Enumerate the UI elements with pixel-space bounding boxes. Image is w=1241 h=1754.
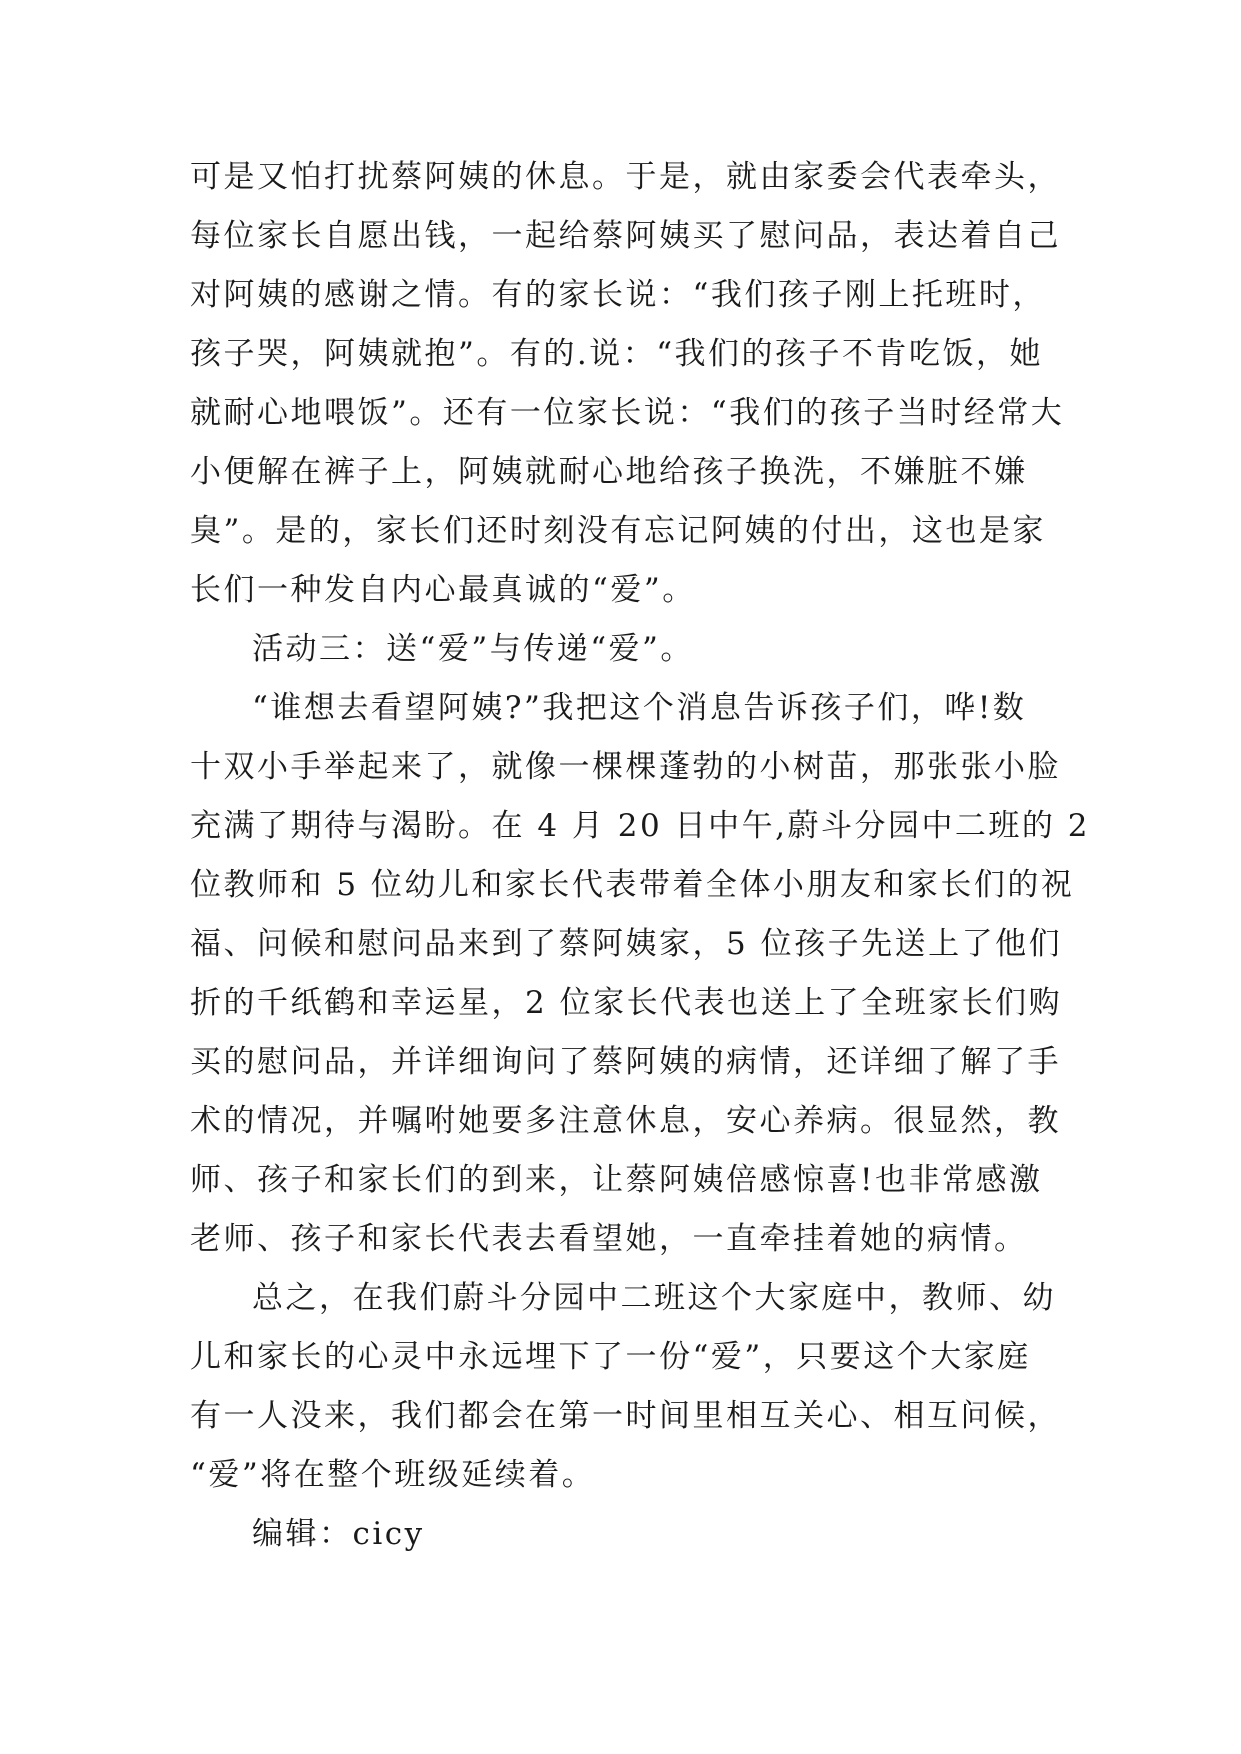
paragraph-line: 就耐心地喂饭”。还有一位家长说：“我们的孩子当时经常大	[190, 395, 1065, 431]
paragraph-line: 十双小手举起来了，就像一棵棵蓬勃的小树苗，那张张小脸	[190, 749, 1061, 785]
paragraph-line: 长们一种发自内心最真诚的“爱”。	[190, 572, 696, 608]
paragraph-line: 术的情况，并嘱咐她要多注意休息，安心养病。很显然，教	[190, 1103, 1061, 1139]
paragraph-line: 充满了期待与渴盼。在 4 月 20 日中午,蔚斗分园中二班的 2	[190, 808, 1091, 844]
paragraph-line: 儿和家长的心灵中永远埋下了一份“爱”，只要这个大家庭	[190, 1339, 1031, 1375]
paragraph-line: “谁想去看望阿姨?”我把这个消息告诉孩子们，哗!数	[252, 690, 1027, 726]
paragraph-line: 对阿姨的感谢之情。有的家长说：“我们孩子刚上托班时，	[190, 277, 1046, 313]
paragraph-line: 臭”。是的，家长们还时刻没有忘记阿姨的付出，这也是家	[190, 513, 1046, 549]
paragraph-line: 老师、孩子和家长代表去看望她，一直牵挂着她的病情。	[190, 1221, 1028, 1257]
paragraph-line: 小便解在裤子上，阿姨就耐心地给孩子换洗，不嫌脏不嫌	[190, 454, 1028, 490]
paragraph-line: 折的千纸鹤和幸运星，2 位家长代表也送上了全班家长们购	[190, 985, 1063, 1021]
editor-credit: 编辑：cicy	[252, 1516, 425, 1552]
paragraph-line: 孩子哭，阿姨就抱”。有的.说：“我们的孩子不肯吃饭，她	[190, 336, 1044, 372]
paragraph-line: 师、孩子和家长们的到来，让蔡阿姨倍感惊喜!也非常感激	[190, 1162, 1043, 1198]
paragraph-line: 有一人没来，我们都会在第一时间里相互关心、相互问候，	[190, 1398, 1061, 1434]
paragraph-line: 每位家长自愿出钱，一起给蔡阿姨买了慰问品，表达着自己	[190, 218, 1061, 254]
paragraph-line: 买的慰问品，并详细询问了蔡阿姨的病情，还详细了解了手	[190, 1044, 1061, 1080]
paragraph-line: 位教师和 5 位幼儿和家长代表带着全体小朋友和家长们的祝	[190, 867, 1075, 903]
paragraph-line: “爱”将在整个班级延续着。	[190, 1457, 596, 1493]
paragraph-line: 可是又怕打扰蔡阿姨的休息。于是，就由家委会代表牵头，	[190, 159, 1061, 195]
paragraph-line: 总之，在我们蔚斗分园中二班这个大家庭中，教师、幼	[252, 1280, 1056, 1316]
paragraph-line: 福、问候和慰问品来到了蔡阿姨家，5 位孩子先送上了他们	[190, 926, 1063, 962]
section-heading: 活动三：送“爱”与传递“爱”。	[252, 631, 694, 667]
